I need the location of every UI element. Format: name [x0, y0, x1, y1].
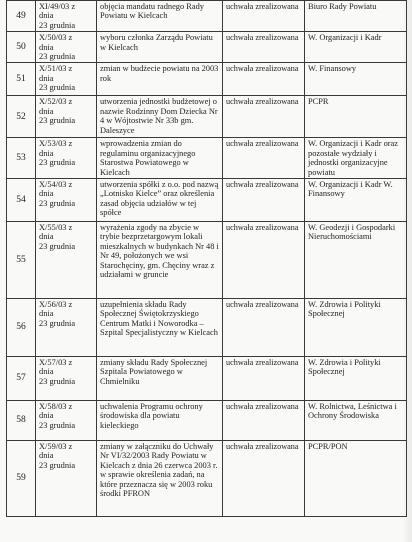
signature-line: 23 grudnia: [39, 198, 76, 208]
responsible-unit: W. Zdrowia i Polityki Społecznej: [305, 299, 407, 357]
table-row: [7, 1, 407, 32]
resolution-number: 49: [7, 1, 36, 32]
resolution-number: 59: [7, 441, 36, 517]
resolution-number: 58: [7, 401, 36, 441]
signature-line: dnia: [39, 148, 54, 158]
resolution-status: uchwała zrealizowana: [223, 222, 305, 299]
signature-line: X/58/03 z: [39, 402, 73, 412]
resolution-status: uchwała zrealizowana: [223, 1, 305, 32]
signature-line: X/50/03 z: [39, 33, 73, 43]
signature-line: dnia: [39, 232, 54, 242]
signature-line: dnia: [39, 411, 54, 421]
responsible-unit: PCPR: [305, 96, 407, 138]
table-row: [7, 401, 407, 441]
resolution-number: 56: [7, 299, 36, 357]
table-row: [7, 441, 407, 517]
resolution-signature: [36, 63, 97, 96]
resolution-signature: [36, 179, 97, 222]
signature-line: dnia: [39, 189, 54, 199]
responsible-unit: W. Organizacji i Kadr: [305, 32, 407, 63]
signature-line: dnia: [39, 106, 54, 116]
signature-line: 23 grudnia: [39, 376, 76, 386]
responsible-unit: W. Rolnictwa, Leśnictwa i Ochrony Środowiska: [305, 401, 407, 441]
signature-line: 23 grudnia: [39, 318, 76, 328]
table-row: [7, 222, 407, 299]
resolution-subject: utworzenia jednostki budżetowej o nazwie Rodzinny Dom Dziecka Nr 4 w Wójtostwie Nr 33b gm. Daleszyce: [97, 96, 223, 138]
resolutions-table: [6, 0, 407, 517]
signature-line: dnia: [39, 309, 54, 319]
resolution-subject: objęcia mandatu radnego Rady Powiatu w Kielcach: [97, 1, 223, 32]
resolution-signature: [36, 299, 97, 357]
table-row: [7, 32, 407, 63]
resolution-status: uchwała zrealizowana: [223, 63, 305, 96]
resolution-number: 55: [7, 222, 36, 299]
signature-line: 23 grudnia: [39, 158, 76, 168]
resolution-subject: wyrażenia zgody na zbycie w trybie bezprzetargowym lokali mieszkalnych w budynkach Nr 48 i Nr 49, położonych we wsi Starochęciny, gm. Chęciny wraz z udziałami w gruncie: [97, 222, 223, 299]
signature-line: X/56/03 z: [39, 300, 73, 310]
resolution-subject: zmian w budżecie powiatu na 2003 rok: [97, 63, 223, 96]
signature-line: XI/49/03 z: [39, 2, 76, 11]
signature-line: 23 grudnia: [39, 52, 76, 62]
signature-line: X/54/03 z: [39, 180, 73, 190]
signature-line: X/51/03 z: [39, 64, 73, 74]
resolution-number: 50: [7, 32, 36, 63]
resolution-signature: [36, 138, 97, 179]
resolution-number: 51: [7, 63, 36, 96]
signature-line: 23 grudnia: [39, 420, 76, 430]
resolution-signature: [36, 32, 97, 63]
signature-line: 23 grudnia: [39, 460, 76, 470]
resolution-status: uchwała zrealizowana: [223, 32, 305, 63]
resolution-subject: uchwalenia Programu ochrony środowiska dla powiatu kieleckiego: [97, 401, 223, 441]
resolution-number: 57: [7, 357, 36, 401]
resolution-signature: [36, 357, 97, 401]
table-row: [7, 63, 407, 96]
resolution-subject: zmiany składu Rady Społecznej Szpitala Powiatowego w Chmielniku: [97, 357, 223, 401]
signature-line: 23 grudnia: [39, 83, 76, 93]
signature-line: 23 grudnia: [39, 20, 76, 30]
resolution-subject: wyboru członka Zarządu Powiatu w Kielcach: [97, 32, 223, 63]
responsible-unit: W. Finansowy: [305, 63, 407, 96]
resolution-status: uchwała zrealizowana: [223, 96, 305, 138]
resolution-status: uchwała zrealizowana: [223, 179, 305, 222]
responsible-unit: Biuro Rady Powiatu: [305, 1, 407, 32]
resolution-subject: uzupełnienia składu Rady Społecznej Świętokrzyskiego Centrum Matki i Noworodka – Szpital Specjalistyczny w Kielcach: [97, 299, 223, 357]
signature-line: dnia: [39, 367, 54, 377]
resolution-status: uchwała zrealizowana: [223, 357, 305, 401]
table-row: [7, 299, 407, 357]
resolution-signature: [36, 96, 97, 138]
signature-line: 23 grudnia: [39, 241, 76, 251]
resolution-signature: [36, 222, 97, 299]
resolution-signature: [36, 441, 97, 517]
resolution-subject: zmiany w załączniku do Uchwały Nr VI/32/2003 Rady Powiatu w Kielcach z dnia 26 czerwca 2003 r. w sprawie określenia zadań, na które przeznacza się w 2003 roku środki PFRON: [97, 441, 223, 517]
responsible-unit: W. Geodezji i Gospodarki Nieruchomościami: [305, 222, 407, 299]
signature-line: X/53/03 z: [39, 139, 73, 149]
resolution-subject: utworzenia spółki z o.o. pod nazwą „Lotnisko Kielce” oraz określenia zasad objęcia udziałów w tej spółce: [97, 179, 223, 222]
resolution-number: 54: [7, 179, 36, 222]
signature-line: X/59/03 z: [39, 442, 73, 452]
signature-line: X/55/03 z: [39, 223, 73, 233]
resolution-status: uchwała zrealizowana: [223, 441, 305, 517]
signature-line: dnia: [39, 11, 54, 21]
resolution-status: uchwała zrealizowana: [223, 299, 305, 357]
responsible-unit: W. Zdrowia i Polityki Społecznej: [305, 357, 407, 401]
signature-line: dnia: [39, 73, 54, 83]
resolution-status: uchwała zrealizowana: [223, 401, 305, 441]
resolution-number: 53: [7, 138, 36, 179]
resolution-number: 52: [7, 96, 36, 138]
table-row: [7, 179, 407, 222]
resolution-subject: wprowadzenia zmian do regulaminu organizacyjnego Starostwa Powiatowego w Kielcach: [97, 138, 223, 179]
signature-line: dnia: [39, 42, 54, 52]
signature-line: 23 grudnia: [39, 116, 76, 126]
signature-line: X/52/03 z: [39, 97, 73, 107]
signature-line: dnia: [39, 451, 54, 461]
table-row: [7, 96, 407, 138]
responsible-unit: W. Organizacji i Kadr oraz pozostałe wydziały i jednostki organizacyjne powiatu: [305, 138, 407, 179]
table-row: [7, 138, 407, 179]
table-row: [7, 357, 407, 401]
table-body: [7, 1, 407, 517]
responsible-unit: W. Organizacji i Kadr W. Finansowy: [305, 179, 407, 222]
resolution-signature: [36, 401, 97, 441]
responsible-unit: PCPR/PON: [305, 441, 407, 517]
signature-line: X/57/03 z: [39, 358, 73, 368]
resolution-status: uchwała zrealizowana: [223, 138, 305, 179]
resolution-signature: [36, 1, 97, 32]
